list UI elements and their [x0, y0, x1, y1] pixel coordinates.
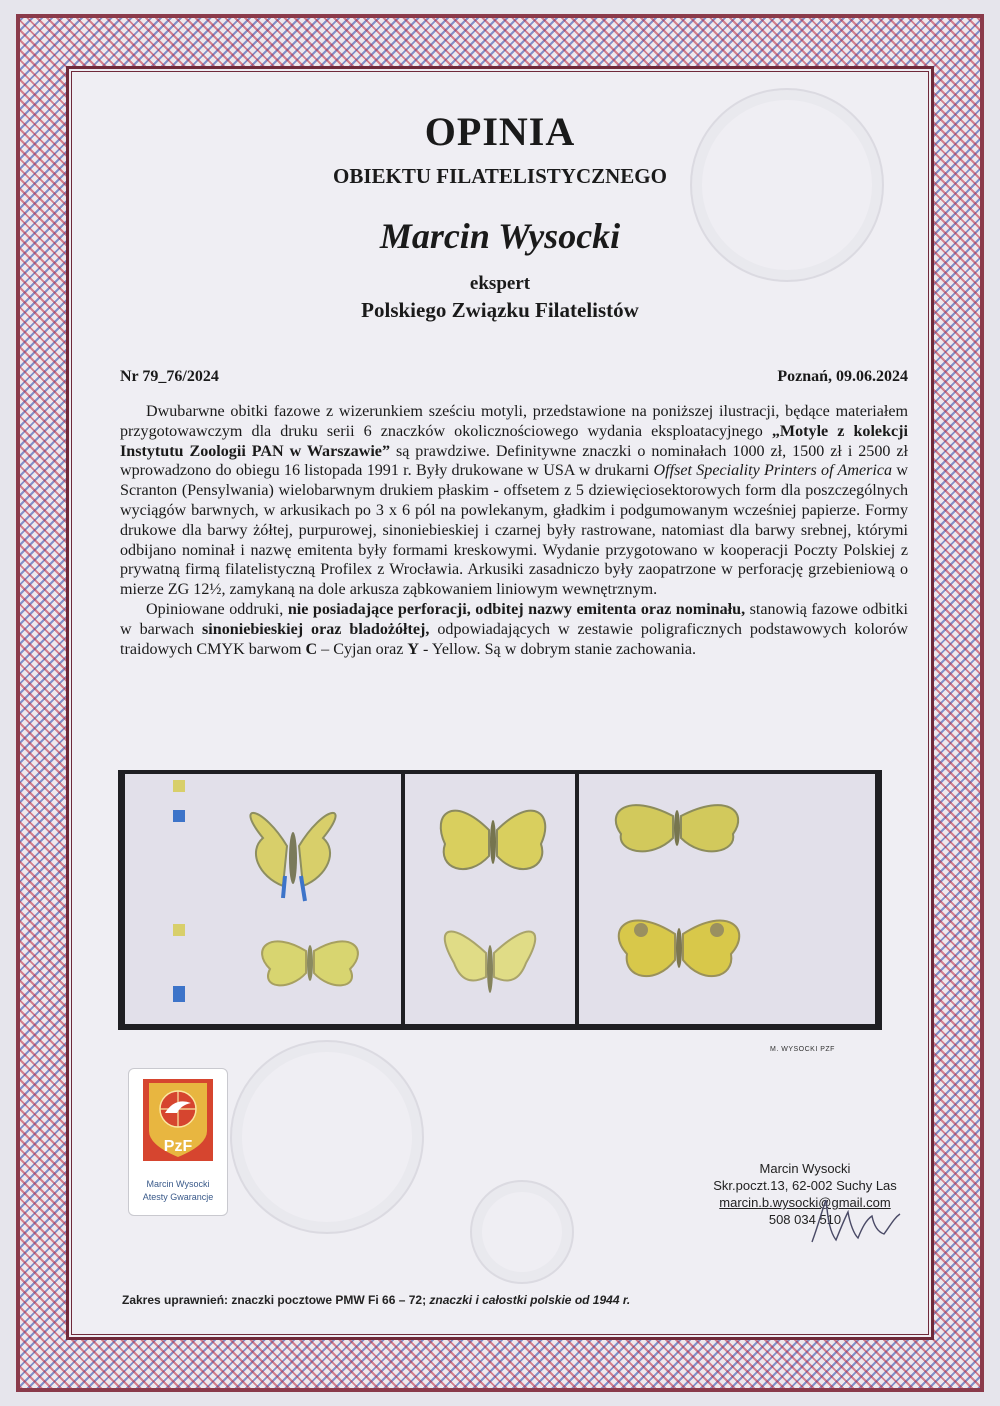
- text-run: Opiniowane oddruki,: [146, 600, 288, 618]
- paragraph-description: [120, 402, 908, 600]
- expert-name: Marcin Wysocki: [379, 216, 621, 256]
- text-run-bold: C: [305, 640, 318, 658]
- photo-caption: M. WYSOCKI PZF: [770, 1046, 835, 1053]
- expert-organization: Polskiego Związku Filatelistów: [361, 298, 639, 322]
- paragraph-assessment: [120, 600, 908, 659]
- swallowtail-butterfly: [250, 813, 335, 901]
- contact-email-link[interactable]: marcin.b.wysocki@gmail.com: [719, 1195, 891, 1210]
- text-run: – Cyjan oraz: [317, 640, 408, 658]
- logo-owner: Marcin Wysocki: [146, 1179, 210, 1189]
- document-subtitle: OBIEKTU FILATELISTYCZNEGO: [333, 164, 667, 188]
- footer-scope-italic: znaczki i całostki polskie od 1944 r.: [429, 1293, 631, 1307]
- proof-pair-middle: [405, 774, 575, 1024]
- pzf-guarantee-logo: [128, 1068, 228, 1216]
- handwritten-signature: [800, 1190, 910, 1250]
- opinion-body: [120, 402, 908, 659]
- footer-label: Zakres uprawnień:: [122, 1293, 232, 1307]
- moth-butterfly: [262, 941, 358, 985]
- certificate-number: Nr 79_76/2024: [120, 368, 219, 385]
- proof-pair-right: [579, 774, 875, 1024]
- pzf-emblem-icon: [143, 1079, 213, 1161]
- logo-tagline: Atesty Gwarancje: [142, 1192, 214, 1202]
- painted-lady-butterfly: [441, 811, 546, 869]
- contact-address: Skr.poczt.13, 62-002 Suchy Las: [713, 1178, 897, 1193]
- text-run-bold: nie posiadające perforacji, odbitej nazwy emitenta oraz nominału,: [287, 600, 746, 618]
- footer-scope: znaczki pocztowe PMW Fi 66 – 72;: [231, 1293, 430, 1307]
- document-title: OPINIA: [424, 109, 576, 154]
- peacock-butterfly: [619, 921, 740, 977]
- text-run-bold: „Motyle z kolekcji Instytutu Zoologii PAN w Warszawie”: [120, 422, 908, 460]
- text-run-italic: Offset Speciality Printers of America: [653, 462, 893, 480]
- proof-pair-left: [125, 774, 401, 1024]
- text-run: w Scranton (Pensylwania) wielobarwnym drukiem płaskim - offsetem z 5 dziewięciosektorowych form dla poszczególnych wyciągów barwnych, w arkusikach po 3 x 6 pól na powlekanym, gładkim i podgumowanym wcześniej papierze. Formy drukowe dla barwy żółtej, purpurowej, sinoniebieskiej i czarnej były rastrowane, natomiast dla barwy srebnej, którymi odbijano nominał i nazwę emitenta były formami kreskowymi. Wydanie przygotowano w kooperacji Poczty Polskiej z prywatną firmą filatelistyczną Profilex z Wrocławia. Arkusiki zasadniczo były zaopatrzone w perforację grzebieniową o mierze ZG 12½, zamykaną na dole arkusza ząbkowaniem liniowym wewnętrznym.: [120, 462, 908, 599]
- text-run: - Yellow. Są w dobrym stanie zachowania.: [419, 640, 696, 658]
- logo-letters: PzF: [163, 1138, 193, 1155]
- contact-name: Marcin Wysocki: [759, 1161, 851, 1176]
- authorization-scope: [122, 1293, 630, 1307]
- tortoiseshell-butterfly: [616, 805, 738, 851]
- text-run-bold: sinoniebieskiej oraz bladożółtej,: [202, 620, 430, 638]
- text-run: stanowią fazowe odbitki w barwach: [120, 600, 909, 638]
- text-run: odpowiadających w zestawie poligraficznych podstawowych kolorów traidowych CMYK barwom: [120, 620, 908, 658]
- text-run-bold: Y: [407, 640, 420, 658]
- text-run: Dwubarwne obitki fazowe z wizerunkiem sześciu motyli, przedstawione na poniższej ilustracji, będące materiałem przygotowawczym dla druku serii 6 znaczków okolicznościowego wydania eksploatacyjnego: [120, 403, 908, 440]
- place-and-date: Poznań, 09.06.2024: [777, 368, 908, 385]
- stamp-proofs-photo: [118, 770, 882, 1030]
- expert-role: ekspert: [469, 273, 531, 294]
- text-run: są prawdziwe. Definitywne znaczki o nominałach 1000 zł, 1500 zł i 2500 zł wprowadzono do obiegu 16 listopada 1991 r. Były drukowane w USA w drukarni: [120, 442, 908, 480]
- scarce-swallowtail-butterfly: [445, 931, 535, 993]
- contact-phone: 508 034 510: [768, 1212, 842, 1227]
